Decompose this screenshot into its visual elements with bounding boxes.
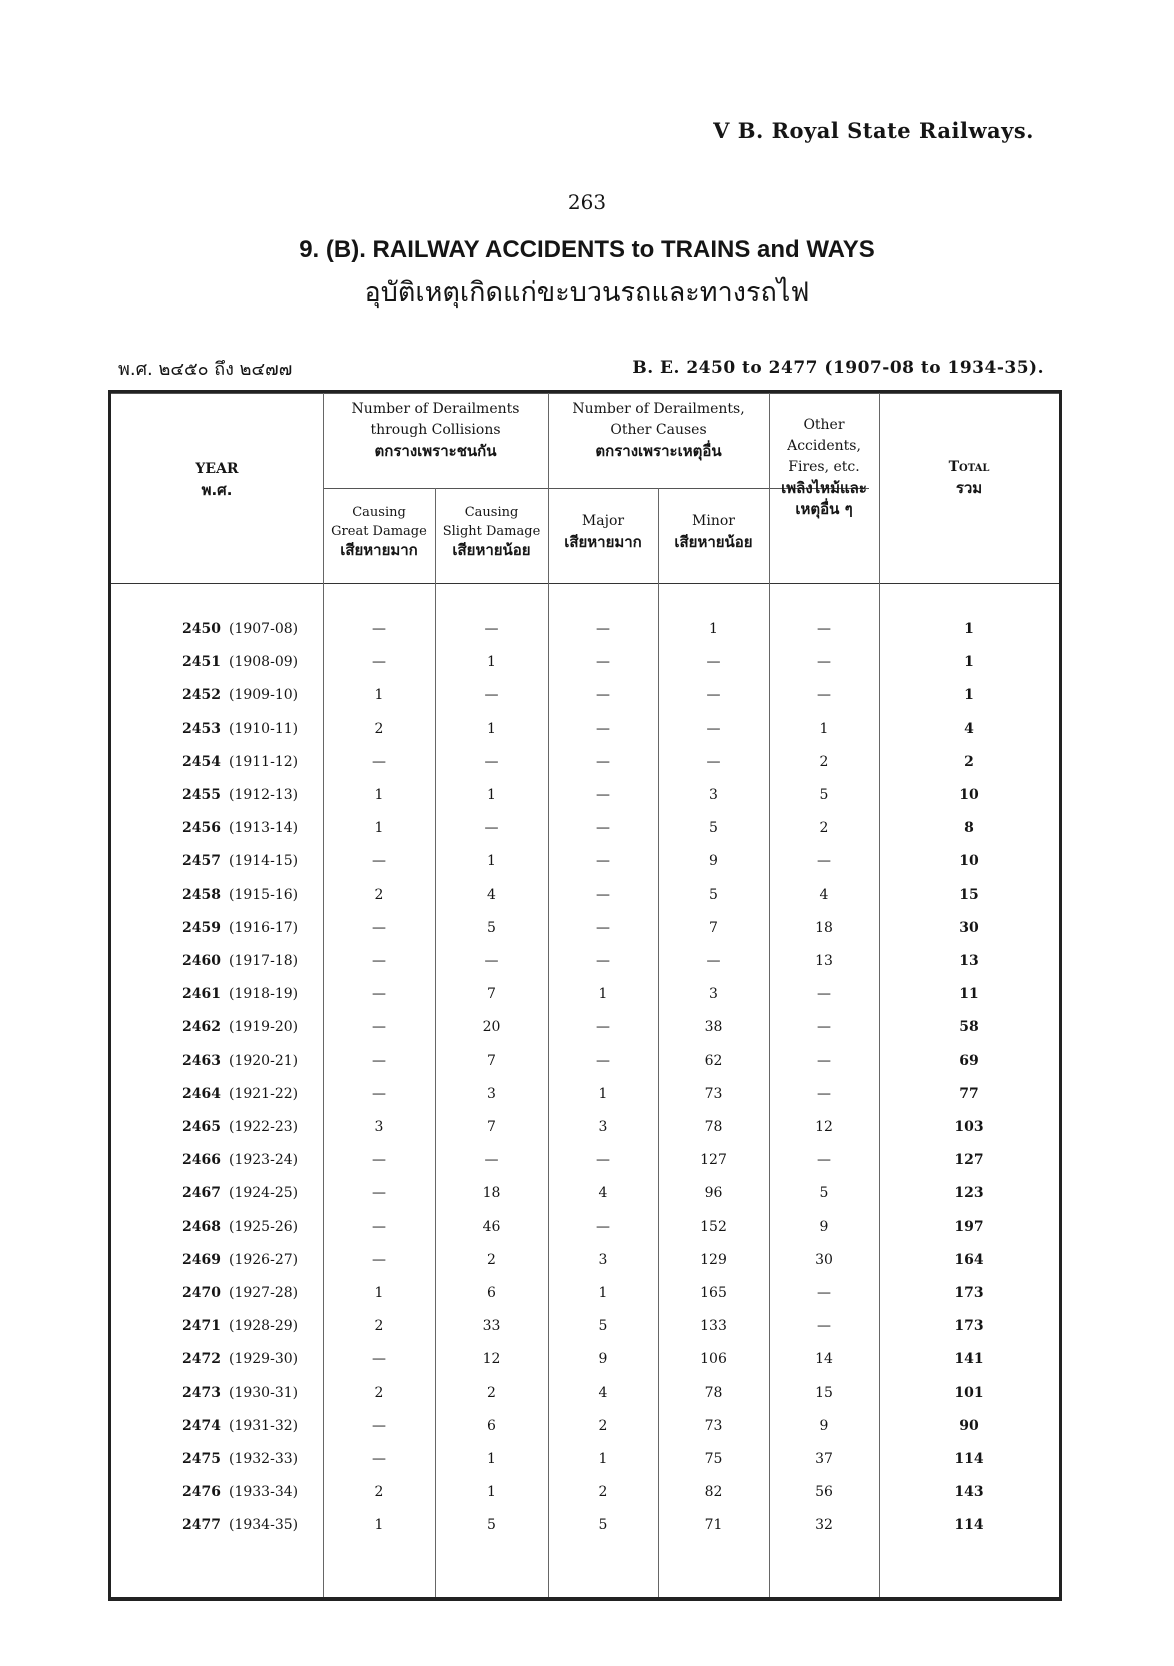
other-accidents-cell: 9 <box>819 1417 829 1434</box>
major-cell: 1 <box>598 1451 608 1467</box>
total-cell: 8 <box>964 820 974 837</box>
total-cell: 4 <box>964 720 974 737</box>
minor-cell: 3 <box>709 787 718 803</box>
year-ce-cell: (1914-15) <box>229 853 299 870</box>
total-cell: 30 <box>959 919 979 936</box>
year-ce-cell: (1919-20) <box>229 1019 299 1036</box>
other-accidents-cell: 1 <box>819 720 829 737</box>
other-accidents-cell: 14 <box>815 1351 833 1368</box>
table-row <box>111 1019 1059 1052</box>
minor-cell: 75 <box>704 1451 723 1467</box>
year-ce-cell: (1924-25) <box>229 1185 299 1202</box>
great-damage-cell: 1 <box>374 820 384 837</box>
minor-cell: 71 <box>704 1517 723 1534</box>
total-cell: 90 <box>959 1417 979 1434</box>
total-cell: 69 <box>959 1052 979 1069</box>
table-row <box>111 687 1059 720</box>
minor-cell: — <box>706 654 721 671</box>
year-ce-cell: (1932-33) <box>229 1451 299 1467</box>
great-damage-header <box>323 503 435 560</box>
table-row <box>111 1385 1059 1418</box>
great-damage-cell: — <box>372 621 386 637</box>
table-row <box>111 654 1059 687</box>
major-cell: 1 <box>598 1285 608 1301</box>
slight-damage-header-line: Causing <box>464 505 519 520</box>
great-damage-cell: — <box>372 1185 386 1202</box>
other-accidents-cell: 12 <box>815 1119 833 1135</box>
minor-cell: 129 <box>700 1251 727 1268</box>
table-row <box>111 1318 1059 1351</box>
year-header <box>111 459 323 501</box>
other-accidents-cell: 15 <box>815 1384 833 1401</box>
minor-header-thai: เสียหายน้อย <box>674 533 753 551</box>
other-accidents-cell: 4 <box>819 886 829 903</box>
total-header-label: Total <box>948 459 990 475</box>
collisions-group-header <box>323 399 548 462</box>
minor-cell: — <box>706 687 721 704</box>
great-damage-cell: — <box>372 1019 386 1036</box>
year-be-cell: 2471 <box>182 1318 221 1335</box>
great-damage-header-thai: เสียหายมาก <box>340 541 418 559</box>
table-row <box>111 1219 1059 1252</box>
other-accidents-header-line: Fires, etc. <box>788 459 860 475</box>
collisions-header-thai: ตกรางเพราะชนกัน <box>374 442 497 460</box>
total-header <box>879 457 1059 499</box>
other-causes-header-thai: ตกรางเพราะเหตุอื่น <box>595 442 722 460</box>
slight-damage-cell: 5 <box>487 919 496 936</box>
major-cell: — <box>596 1152 610 1169</box>
great-damage-cell: 1 <box>374 687 384 704</box>
slight-damage-cell: 5 <box>487 1517 496 1534</box>
slight-damage-cell: 1 <box>487 654 496 671</box>
minor-cell: 78 <box>704 1119 723 1135</box>
year-ce-cell: (1911-12) <box>229 753 299 770</box>
year-be-cell: 2459 <box>182 919 221 936</box>
year-be-cell: 2453 <box>182 720 221 737</box>
slight-damage-cell: 18 <box>482 1185 501 1202</box>
major-cell: — <box>596 621 610 637</box>
great-damage-cell: — <box>372 1251 386 1268</box>
great-damage-cell: — <box>372 1052 386 1069</box>
major-cell: — <box>596 753 610 770</box>
minor-cell: 62 <box>704 1052 723 1069</box>
slight-damage-cell: — <box>484 1152 499 1169</box>
great-damage-cell: — <box>372 1451 386 1467</box>
major-header <box>548 511 658 553</box>
minor-cell: 73 <box>704 1085 723 1102</box>
slight-damage-cell: 46 <box>482 1218 501 1235</box>
year-ce-cell: (1921-22) <box>229 1085 299 1102</box>
great-damage-cell: — <box>372 1218 386 1235</box>
major-cell: 2 <box>598 1484 608 1501</box>
year-be-cell: 2455 <box>182 787 221 803</box>
year-ce-cell: (1923-24) <box>229 1152 299 1169</box>
minor-cell: 82 <box>704 1484 723 1501</box>
major-cell: 3 <box>598 1119 608 1135</box>
total-cell: 173 <box>954 1285 984 1301</box>
table-row <box>111 1484 1059 1517</box>
major-cell: — <box>596 820 610 837</box>
year-be-cell: 2456 <box>182 820 221 837</box>
total-cell: 197 <box>954 1218 984 1235</box>
year-be-cell: 2458 <box>182 886 221 903</box>
other-accidents-cell: 9 <box>819 1218 829 1235</box>
great-damage-cell: 2 <box>374 1484 384 1501</box>
major-cell: — <box>596 919 610 936</box>
major-header-thai: เสียหายมาก <box>564 533 642 551</box>
great-damage-cell: 1 <box>374 1285 384 1301</box>
table-row <box>111 953 1059 986</box>
other-accidents-cell: 32 <box>815 1517 833 1534</box>
minor-cell: 133 <box>700 1318 727 1335</box>
great-damage-header-line: Great Damage <box>331 524 427 539</box>
total-cell: 101 <box>954 1384 984 1401</box>
total-cell: 143 <box>954 1484 984 1501</box>
major-cell: — <box>596 787 610 803</box>
minor-cell: 78 <box>704 1384 723 1401</box>
other-accidents-cell: — <box>817 1019 831 1036</box>
year-header-label: YEAR <box>195 461 239 477</box>
year-be-cell: 2470 <box>182 1285 221 1301</box>
year-be-cell: 2472 <box>182 1351 221 1368</box>
year-ce-cell: (1918-19) <box>229 986 299 1003</box>
page-number: 263 <box>567 190 607 214</box>
total-cell: 127 <box>954 1152 984 1169</box>
total-cell: 123 <box>954 1185 984 1202</box>
great-damage-cell: — <box>372 1152 386 1169</box>
year-be-cell: 2450 <box>182 621 221 637</box>
major-cell: — <box>596 1019 610 1036</box>
year-header-thai: พ.ศ. <box>201 481 233 499</box>
minor-cell: — <box>706 953 721 969</box>
slight-damage-cell: 6 <box>487 1417 496 1434</box>
total-cell: 15 <box>959 886 979 903</box>
major-cell: 4 <box>598 1185 608 1202</box>
great-damage-cell: — <box>372 986 386 1003</box>
year-be-cell: 2475 <box>182 1451 221 1467</box>
year-be-cell: 2464 <box>182 1085 221 1102</box>
year-be-cell: 2457 <box>182 853 221 870</box>
minor-cell: 106 <box>700 1351 727 1368</box>
other-accidents-cell: 5 <box>819 1185 829 1202</box>
year-be-cell: 2476 <box>182 1484 221 1501</box>
great-damage-cell: 1 <box>374 787 384 803</box>
table-row <box>111 986 1059 1019</box>
total-header-thai: รวม <box>955 479 983 497</box>
total-cell: 1 <box>964 687 974 704</box>
year-be-cell: 2465 <box>182 1119 221 1135</box>
other-accidents-cell: — <box>817 986 831 1003</box>
other-accidents-cell: — <box>817 1285 831 1301</box>
great-damage-cell: — <box>372 753 386 770</box>
year-ce-cell: (1908-09) <box>229 654 299 671</box>
slight-damage-cell: — <box>484 953 499 969</box>
slight-damage-cell: 12 <box>482 1351 501 1368</box>
year-ce-cell: (1925-26) <box>229 1218 299 1235</box>
year-ce-cell: (1920-21) <box>229 1052 299 1069</box>
slight-damage-cell: 2 <box>487 1251 496 1268</box>
other-accidents-cell: 13 <box>815 953 833 969</box>
total-cell: 58 <box>959 1019 979 1036</box>
slight-damage-cell: 20 <box>482 1019 501 1036</box>
year-ce-cell: (1929-30) <box>229 1351 299 1368</box>
major-cell: — <box>596 687 610 704</box>
slight-damage-header <box>435 503 548 560</box>
minor-cell: 3 <box>709 986 718 1003</box>
major-cell: 5 <box>598 1318 608 1335</box>
total-cell: 10 <box>959 853 979 870</box>
slight-damage-cell: — <box>484 621 499 637</box>
great-damage-cell: — <box>372 853 386 870</box>
slight-damage-cell: 1 <box>487 787 496 803</box>
other-causes-header-line: Other Causes <box>610 422 707 438</box>
other-accidents-header-thai: เพลิงไหม้และ <box>781 479 867 497</box>
great-damage-cell: 1 <box>374 1517 384 1534</box>
great-damage-cell: 2 <box>374 1384 384 1401</box>
great-damage-cell: — <box>372 919 386 936</box>
major-cell: 1 <box>598 1085 608 1102</box>
other-causes-group-header <box>548 399 769 462</box>
major-cell: 1 <box>598 986 608 1003</box>
page-title: 9. (B). RAILWAY ACCIDENTS to TRAINS and WAYS <box>299 236 875 263</box>
slight-damage-cell: 1 <box>487 720 496 737</box>
great-damage-cell: 3 <box>374 1119 384 1135</box>
major-cell: 2 <box>598 1417 608 1434</box>
table-row <box>111 787 1059 820</box>
other-accidents-cell: — <box>817 1152 831 1169</box>
minor-cell: 165 <box>700 1285 727 1301</box>
year-ce-cell: (1909-10) <box>229 687 299 704</box>
slight-damage-cell: 4 <box>487 886 496 903</box>
year-be-cell: 2477 <box>182 1517 221 1534</box>
year-be-cell: 2454 <box>182 753 221 770</box>
table-row <box>111 754 1059 787</box>
year-ce-cell: (1917-18) <box>229 953 299 969</box>
slight-damage-cell: — <box>484 753 499 770</box>
total-cell: 141 <box>954 1351 984 1368</box>
total-cell: 13 <box>959 953 979 969</box>
year-be-cell: 2461 <box>182 986 221 1003</box>
total-cell: 1 <box>964 621 974 637</box>
table-row <box>111 721 1059 754</box>
minor-cell: — <box>706 720 721 737</box>
table-row <box>111 1053 1059 1086</box>
minor-cell: 9 <box>709 853 718 870</box>
total-cell: 103 <box>954 1119 984 1135</box>
table-row <box>111 621 1059 654</box>
other-accidents-cell: 37 <box>815 1451 833 1467</box>
table-row <box>111 1451 1059 1484</box>
year-ce-cell: (1912-13) <box>229 787 299 803</box>
minor-cell: 38 <box>704 1019 723 1036</box>
other-accidents-cell: 2 <box>819 753 829 770</box>
total-cell: 173 <box>954 1318 984 1335</box>
year-be-cell: 2460 <box>182 953 221 969</box>
table-row <box>111 1517 1059 1550</box>
year-be-cell: 2462 <box>182 1019 221 1036</box>
total-cell: 10 <box>959 787 979 803</box>
great-damage-cell: — <box>372 1417 386 1434</box>
slight-damage-cell: 7 <box>487 1052 496 1069</box>
minor-cell: 127 <box>700 1152 727 1169</box>
slight-damage-cell: 3 <box>487 1085 496 1102</box>
header-bottom-rule <box>111 583 1059 584</box>
other-accidents-cell: — <box>817 1085 831 1102</box>
year-ce-cell: (1930-31) <box>229 1384 299 1401</box>
table-row <box>111 920 1059 953</box>
slight-damage-cell: — <box>484 687 499 704</box>
slight-damage-cell: 1 <box>487 1451 496 1467</box>
table-row <box>111 1252 1059 1285</box>
table-row <box>111 1086 1059 1119</box>
year-ce-cell: (1926-27) <box>229 1251 299 1268</box>
other-accidents-cell: 2 <box>819 820 829 837</box>
other-accidents-header-line: Other <box>803 417 845 433</box>
minor-cell: 152 <box>700 1218 727 1235</box>
total-cell: 77 <box>959 1085 979 1102</box>
slight-damage-cell: 1 <box>487 853 496 870</box>
table-row <box>111 820 1059 853</box>
other-accidents-cell: 18 <box>815 919 833 936</box>
table-row <box>111 853 1059 886</box>
major-cell: 9 <box>598 1351 608 1368</box>
year-be-cell: 2468 <box>182 1218 221 1235</box>
great-damage-header-line: Causing <box>352 505 406 520</box>
minor-cell: 7 <box>709 919 718 936</box>
total-cell: 2 <box>964 753 974 770</box>
slight-damage-cell: 6 <box>487 1285 496 1301</box>
other-accidents-cell: — <box>817 1052 831 1069</box>
other-accidents-cell: 5 <box>819 787 829 803</box>
other-accidents-header-thai: เหตุอื่น ๆ <box>795 500 853 518</box>
other-accidents-header-line: Accidents, <box>787 438 861 454</box>
year-be-cell: 2467 <box>182 1185 221 1202</box>
major-cell: — <box>596 1052 610 1069</box>
major-cell: — <box>596 953 610 969</box>
year-ce-cell: (1915-16) <box>229 886 299 903</box>
year-ce-cell: (1931-32) <box>229 1417 299 1434</box>
minor-cell: 5 <box>709 820 718 837</box>
other-accidents-cell: — <box>817 687 831 704</box>
total-cell: 11 <box>959 986 979 1003</box>
year-ce-cell: (1927-28) <box>229 1285 299 1301</box>
year-range-thai: พ.ศ. ๒๔๕๐ ถึง ๒๔๗๗ <box>118 359 293 380</box>
minor-header-label: Minor <box>692 513 735 529</box>
great-damage-cell: — <box>372 1085 386 1102</box>
table-row <box>111 887 1059 920</box>
year-be-cell: 2469 <box>182 1251 221 1268</box>
table-row <box>111 1152 1059 1185</box>
year-be-cell: 2473 <box>182 1384 221 1401</box>
major-cell: — <box>596 853 610 870</box>
great-damage-cell: 2 <box>374 1318 384 1335</box>
minor-cell: — <box>706 753 721 770</box>
slight-damage-cell: — <box>484 820 499 837</box>
major-cell: — <box>596 720 610 737</box>
great-damage-cell: — <box>372 654 386 671</box>
table-top-rule <box>111 393 1059 394</box>
year-range-english: B. E. 2450 to 2477 (1907-08 to 1934-35). <box>632 358 1044 378</box>
year-ce-cell: (1910-11) <box>229 720 299 737</box>
major-header-label: Major <box>581 513 625 529</box>
minor-cell: 96 <box>704 1185 723 1202</box>
slight-damage-cell: 7 <box>487 986 496 1003</box>
year-be-cell: 2474 <box>182 1417 221 1434</box>
slight-damage-cell: 33 <box>482 1318 501 1335</box>
year-ce-cell: (1922-23) <box>229 1119 299 1135</box>
major-cell: 5 <box>598 1517 608 1534</box>
total-cell: 1 <box>964 654 974 671</box>
year-ce-cell: (1934-35) <box>229 1517 299 1534</box>
table-row <box>111 1119 1059 1152</box>
slight-damage-header-line: Slight Damage <box>442 524 541 539</box>
year-be-cell: 2451 <box>182 654 221 671</box>
great-damage-cell: — <box>372 1351 386 1368</box>
table-row <box>111 1285 1059 1318</box>
other-causes-header-line: Number of Derailments, <box>572 401 745 417</box>
other-accidents-cell: — <box>817 1318 831 1335</box>
other-accidents-cell: — <box>817 621 831 637</box>
total-cell: 114 <box>954 1451 984 1467</box>
year-ce-cell: (1913-14) <box>229 820 299 837</box>
slight-damage-cell: 2 <box>487 1384 496 1401</box>
slight-damage-cell: 1 <box>487 1484 496 1501</box>
minor-header <box>658 511 769 553</box>
year-ce-cell: (1933-34) <box>229 1484 299 1501</box>
table-row <box>111 1418 1059 1451</box>
year-be-cell: 2463 <box>182 1052 221 1069</box>
section-header: V B. Royal State Railways. <box>713 118 1034 143</box>
slight-damage-header-thai: เสียหายน้อย <box>452 541 531 559</box>
other-accidents-header <box>769 415 879 520</box>
great-damage-cell: — <box>372 953 386 969</box>
other-accidents-cell: — <box>817 654 831 671</box>
collisions-header-line: Number of Derailments <box>351 401 520 417</box>
other-accidents-cell: 56 <box>815 1484 833 1501</box>
total-cell: 164 <box>954 1251 984 1268</box>
major-cell: 3 <box>598 1251 608 1268</box>
collisions-header-line: through Collisions <box>370 422 501 438</box>
accidents-table <box>108 390 1062 1601</box>
slight-damage-cell: 7 <box>487 1119 496 1135</box>
year-be-cell: 2452 <box>182 687 221 704</box>
other-accidents-cell: 30 <box>815 1251 833 1268</box>
major-cell: — <box>596 1218 610 1235</box>
major-cell: — <box>596 886 610 903</box>
year-ce-cell: (1928-29) <box>229 1318 299 1335</box>
great-damage-cell: 2 <box>374 720 384 737</box>
great-damage-cell: 2 <box>374 886 384 903</box>
major-cell: 4 <box>598 1384 608 1401</box>
minor-cell: 73 <box>704 1417 723 1434</box>
year-ce-cell: (1907-08) <box>229 621 299 637</box>
page-title-thai: อุบัติเหตุเกิดแก่ขะบวนรถและทางรถไฟ <box>364 277 810 308</box>
total-cell: 114 <box>954 1517 984 1534</box>
minor-cell: 1 <box>709 621 718 637</box>
other-accidents-cell: — <box>817 853 831 870</box>
year-ce-cell: (1916-17) <box>229 919 299 936</box>
minor-cell: 5 <box>709 886 718 903</box>
table-row <box>111 1185 1059 1218</box>
major-cell: — <box>596 654 610 671</box>
year-be-cell: 2466 <box>182 1152 221 1169</box>
table-row <box>111 1351 1059 1384</box>
